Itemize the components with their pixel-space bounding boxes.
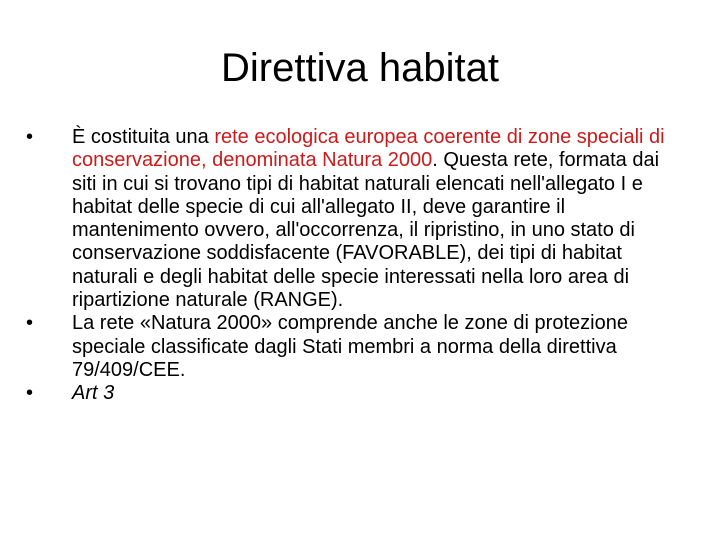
bullet-icon: • [26,126,34,148]
bullet-text-description: . Questa rete, formata dai siti in cui si trovano tipi di habitat naturali elencati nell'allegato I e habitat delle specie di cui all'allegato II, deve garantire il mantenimento ovvero, all'occorrenza, il ripristino, in uno stato di conservazione soddisfacente (FAVORABLE), dei tipi di habitat naturali e degli habitat delle specie interessati nella loro area di ripartizione naturale (RANGE). [72,149,660,312]
bullet-list [26,126,686,406]
bullet-text-art3: Art 3 [72,382,115,405]
highlighted-text-natura-2000: rete ecologica europea coerente di zone speciali di conservazione, denominata Natura 2000 [72,126,665,172]
bullet-icon: • [26,312,34,335]
bullet-item-definition [26,126,686,312]
bullet-item-zps [26,312,686,382]
bullet-text-intro: È costituita una [72,126,215,148]
slide-title: Direttiva habitat [221,46,499,90]
bullet-item-art3 [26,382,686,405]
bullet-icon: • [26,382,34,405]
bullet-text-zps: La rete «Natura 2000» comprende anche le zone di protezione speciale classificate dagli Stati membri a norma della direttiva 79/409/CEE. [72,312,628,381]
